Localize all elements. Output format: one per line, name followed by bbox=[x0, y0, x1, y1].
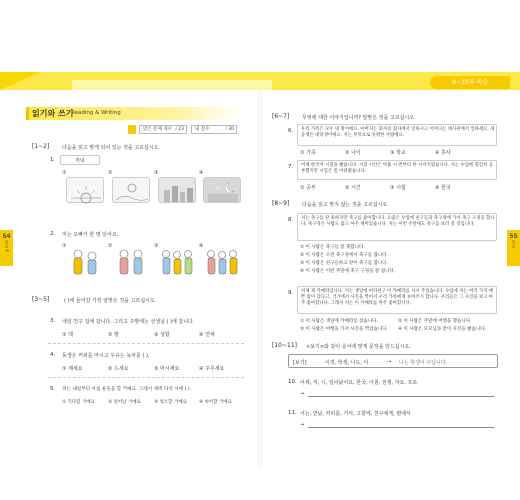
page-number-right: 55 bbox=[509, 233, 518, 240]
people-icon bbox=[112, 246, 150, 282]
instruction: 다음을 읽고 맞게 되어 있는 것을 고르십시오. bbox=[62, 145, 161, 151]
passage-box bbox=[297, 286, 497, 314]
answer-option[interactable]: ② 일어날 거예요 bbox=[108, 400, 141, 405]
divider bbox=[48, 343, 244, 344]
example-label: [보기] bbox=[293, 360, 307, 366]
question-range: [8~9] bbox=[272, 200, 290, 207]
question-number: 4. bbox=[50, 352, 56, 358]
example-words: 이것, 학생, 나도, 이 bbox=[325, 360, 369, 366]
question-range: [10~11] bbox=[272, 342, 297, 349]
option-label: ① bbox=[62, 243, 67, 249]
page-number-left: 54 bbox=[2, 233, 11, 240]
answer-option[interactable]: ① 댁 bbox=[62, 332, 73, 338]
option-label: ② bbox=[108, 170, 113, 176]
option-label: ④ bbox=[199, 170, 204, 176]
example-label-text: 보기 bbox=[294, 360, 305, 366]
answer-option[interactable]: ② 이 사람은 오전 축구경에서 축구를 봅니다. bbox=[300, 253, 388, 258]
passage-text: 어제 한국어 시험을 봤습니다. 시험 시간은 아홉 시 반부터 한 시까지였습니다. 저는 수업에 열심히 공부했지만 시험은 좀 어려웠습니다. bbox=[301, 163, 493, 174]
answer-option[interactable]: ④ 한국 bbox=[435, 185, 451, 191]
pencil-icon bbox=[128, 125, 136, 134]
answer-option[interactable]: ② 시간 bbox=[345, 185, 361, 191]
question-number: 7. bbox=[288, 164, 294, 170]
example-arrow: → bbox=[387, 359, 392, 365]
answer-option[interactable]: ④ 주무세요 bbox=[199, 366, 225, 372]
answer-option[interactable]: ③ 성함 bbox=[154, 332, 170, 338]
question-number: 9. bbox=[288, 290, 294, 296]
question-number: 5. bbox=[50, 386, 56, 392]
sun-icon bbox=[113, 178, 151, 204]
people-icon bbox=[203, 246, 241, 282]
correct-count-box bbox=[139, 125, 187, 134]
answer-option[interactable]: ① 기다릴 거예요 bbox=[62, 400, 95, 405]
sunrise-picture[interactable] bbox=[66, 177, 104, 203]
question-number: 10. bbox=[288, 379, 297, 385]
header-band-highlight bbox=[72, 80, 272, 90]
example-answer: 나는 학생이 아닙니다. bbox=[399, 360, 448, 366]
passage-text: 어제 제 카메라입니다. 저는 생일에 여자친구 이 카메라를 사서 주었습니다. 수업에 저는 여러 가지 예쁜 많이 갔다고, 거기에서 사진을 찍어서 우리 가족에게 보여주기 합니다. 우리들은 그 사진을 보고 아주 좋아합니다. 그래서 저는 이 카메라를 아주 좋아합니다. bbox=[301, 289, 493, 306]
people-icon bbox=[66, 246, 104, 282]
moon-icon bbox=[204, 178, 242, 204]
answer-option[interactable]: ③ 청소할 거예요 bbox=[154, 400, 187, 405]
header-band-accent bbox=[0, 72, 40, 90]
answer-line[interactable] bbox=[308, 396, 494, 397]
question-range: [3~5] bbox=[32, 296, 50, 303]
question-number: 1. bbox=[50, 157, 56, 163]
option-label: ② bbox=[108, 243, 113, 249]
prompt-text: 저는 오빠가 한 명 있어요. bbox=[62, 232, 119, 238]
answer-option[interactable]: ② 드세요 bbox=[108, 366, 129, 372]
evening-picture[interactable] bbox=[158, 177, 196, 203]
score-box bbox=[191, 125, 237, 134]
instruction: ( )에 들어갈 가장 알맞은 것을 고르십시오. bbox=[64, 298, 157, 304]
passage-box bbox=[297, 124, 497, 146]
question-range: [6~7] bbox=[272, 113, 290, 120]
answer-option[interactable]: ③ 학교 bbox=[390, 150, 406, 156]
prompt-box bbox=[60, 155, 100, 165]
passage-box bbox=[297, 213, 497, 241]
question-range: [1~2] bbox=[32, 143, 50, 150]
family-picture-1[interactable] bbox=[66, 246, 104, 282]
question-number: 6. bbox=[288, 128, 294, 134]
score-label: 내 점수 bbox=[195, 127, 210, 132]
instruction: 무엇에 대한 이야기입니까? 알맞은 것을 고르십시오. bbox=[302, 115, 416, 121]
example-box bbox=[288, 354, 498, 368]
sunrise-icon bbox=[67, 178, 105, 204]
answer-option[interactable]: ④ 휴사 bbox=[435, 150, 451, 156]
section-subtitle: Reading & Writing bbox=[71, 110, 121, 116]
question-number: 8. bbox=[288, 217, 294, 223]
cityscape-icon bbox=[159, 178, 197, 204]
option-label: ① bbox=[62, 170, 67, 176]
page-tab-right-label: 복습 bbox=[511, 240, 517, 248]
page-gutter bbox=[258, 90, 262, 470]
passage-box bbox=[297, 160, 497, 180]
answer-option[interactable]: ③ 이 사람은 친구들하고 같이 축구를 합니다. bbox=[300, 261, 388, 266]
answer-option[interactable]: ① 계세요 bbox=[62, 366, 83, 372]
unit-pill: 9~10과 복습 bbox=[430, 76, 510, 89]
answer-option[interactable]: ④ 씻어할 거예요 bbox=[199, 400, 232, 405]
answer-arrow: → bbox=[300, 391, 305, 397]
question-number: 3. bbox=[50, 318, 56, 324]
word-list: 어제, 저, 시, 일어났어요, 한국, 아침, 전쟁, 자요, 프로 bbox=[300, 380, 418, 386]
question-number: 2. bbox=[50, 231, 56, 237]
answer-option[interactable]: ② 이 사람은 주말에 여행을 했습니다. bbox=[398, 319, 472, 324]
page-tab-left-label: 복습 4 bbox=[4, 240, 10, 252]
score-value: / 30 bbox=[225, 127, 234, 132]
section-title: 읽기와 쓰기 bbox=[32, 109, 74, 118]
question-text: 저는 내일부터 아침 운동을 할 거예요. 그래서 새벽 다섯 시에 ( ). bbox=[62, 387, 192, 392]
passage-text: 저는 축구를 잘 못하지만 축구를 좋아합니다. 요즘은 수업에 친구들과 축구경에 가서 축구 구경을 합니다. 축구경은 사람도 많고 아주 재미있습니다. 저는 이번 주말에도 축구를 보러 갈 것입니다. bbox=[301, 216, 495, 227]
divider bbox=[48, 377, 244, 378]
answer-option[interactable]: ② 나이 bbox=[345, 150, 361, 156]
answer-option[interactable]: ① 공부 bbox=[300, 185, 316, 191]
answer-option[interactable]: ④ 연세 bbox=[199, 332, 215, 338]
answer-option[interactable]: ① 이 사람은 축구를 잘 못합니다. bbox=[300, 245, 365, 250]
answer-option[interactable]: ③ 이 사람은 여행을 가서 사진을 찍었습니다. bbox=[300, 327, 388, 332]
answer-option[interactable]: ④ 이 사람은 이번 주말에 축구 구경을 갈 겁니다. bbox=[300, 269, 396, 274]
instruction: <보기>와 같이 순서에 맞게 문장을 만드십시오. bbox=[306, 344, 411, 350]
instruction: 다음을 읽고 맞지 않는 것을 고르십시오. bbox=[302, 202, 389, 208]
word-list: 어는, 만났, 커피를, 거서, 고향에, 친구에게, 편에서 bbox=[300, 411, 411, 417]
answer-option[interactable]: ② 밭 bbox=[108, 332, 119, 338]
night-picture[interactable] bbox=[203, 177, 241, 203]
midday-picture[interactable] bbox=[112, 177, 150, 203]
correct-count-label: 맞은 문제 개수 bbox=[143, 127, 172, 132]
answer-option[interactable]: ③ 시험 bbox=[390, 185, 406, 191]
page-tab-right bbox=[507, 230, 520, 266]
answer-option[interactable]: ④ 이 사람은 모모님과 같이 사진을 봤습니다. bbox=[398, 327, 486, 332]
answer-option[interactable]: ① 이 사람은 생일에 카메라를 샀습니다. bbox=[300, 319, 378, 324]
answer-option[interactable]: ① 가족 bbox=[300, 150, 316, 156]
page-tab-left bbox=[0, 230, 13, 266]
family-picture-3[interactable] bbox=[158, 246, 196, 282]
question-number: 11. bbox=[288, 410, 297, 416]
option-label: ③ bbox=[154, 243, 159, 249]
people-icon bbox=[158, 246, 196, 282]
answer-option[interactable]: ③ 마시세요 bbox=[154, 366, 180, 372]
passage-text: 우리 가족은 모두 네 명이에요. 아버지는 회사의 회사에서 일하시고 어머니는 대사관에서 일하세요. 제 동생은 대학생이에요. 저는 무엇으로 유명한 사람예요. bbox=[301, 127, 495, 138]
question-text: 내일 친구 집에 갑니다. 그리고 주말에는 선생님 ( )에 갑니다. bbox=[62, 319, 195, 325]
family-picture-4[interactable] bbox=[203, 246, 241, 282]
answer-arrow: → bbox=[300, 422, 305, 428]
answer-line[interactable] bbox=[308, 427, 494, 428]
option-label: ③ bbox=[154, 170, 159, 176]
question-text: 동생은 커피를 마시고 우유는 녹차를 ( ). bbox=[62, 353, 150, 359]
correct-count-value: / 23 bbox=[175, 127, 184, 132]
family-picture-2[interactable] bbox=[112, 246, 150, 282]
option-label: ④ bbox=[199, 243, 204, 249]
prompt-text: 저녁 bbox=[75, 158, 85, 164]
